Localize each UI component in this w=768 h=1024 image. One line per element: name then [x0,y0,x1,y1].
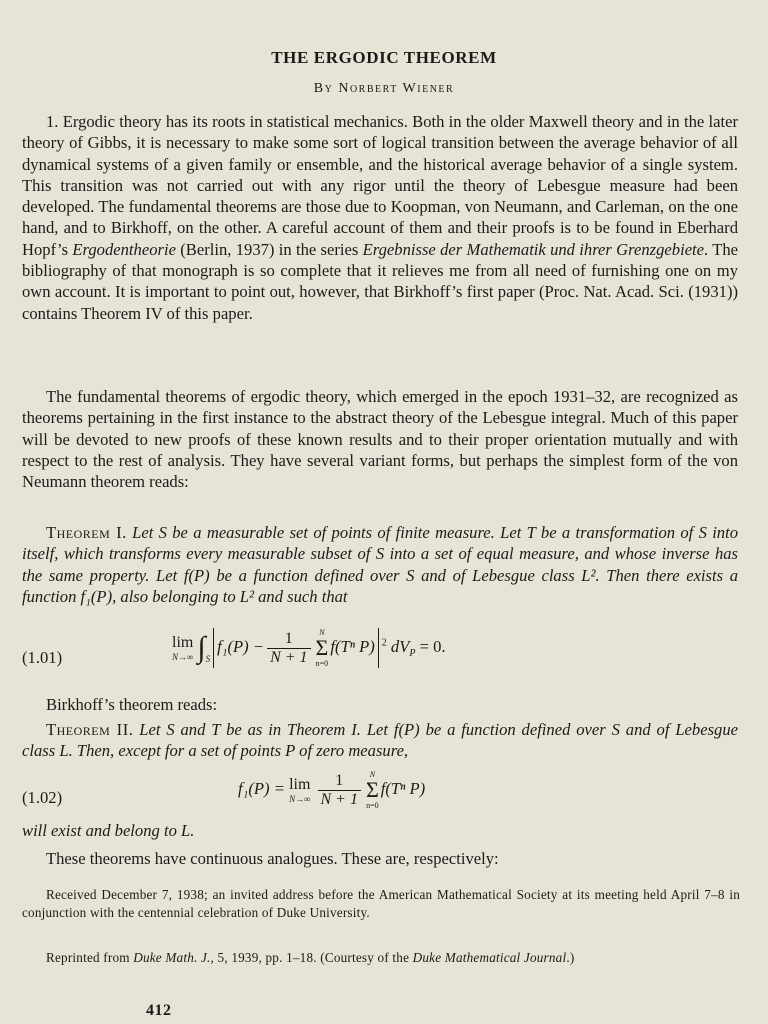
summation: N Σ n=0 [315,628,329,668]
birkhoff-intro: Birkhoff’s theorem reads: [46,695,218,714]
journal-name: Duke Math. J. [133,950,211,965]
paragraph-intro [22,111,738,324]
summation: N Σ n=0 [365,770,379,810]
continuous-analogues-line: These theorems have continuous analogues. These are, respectively: [46,849,499,868]
theorem-1-label: Theorem I. [46,523,127,542]
paragraph-intro-text-3: . The bibliography of that monograph is so complete that it relieves me from all need of furnishing one on my own account. It is important to point out, however, that Birkhoff’s first paper (Proc. Nat. Acad. Sci. (1931)) contains Theorem IV of this paper. [22,239,739,323]
theorem-1-statement: Let S be a measurable set of points of finite measure. Let T be a transformation of S into itself, which transforms every measurable subset of S into a set of equal measure, and whose inverse has the same property. Let f(P) be a function defined over S and of Lebesgue class L². Then there exists a function f₁(P), also belonging to L² and such that [22,523,739,606]
exponent: 2 [381,637,387,649]
equation-rhs: = 0. [419,636,446,656]
paragraph-intro-text-1: 1. Ergodic theory has its roots in statistical mechanics. Both in the older Maxwell theory and in the later theory of Gibbs, it is necessary to make some sort of logical transition between the average behavior of all dynamical systems of a given family or ensemble, and the historical average behavior of a single system. This transition was not carried out with any rigor until the theory of Lebesgue measure had been developed. The fundamental theorems are those due to Koopman, von Neumann, and Carleman, on the one hand, and to Birkhoff, on the other. A careful account of them and their proofs is to be found in Eberhard Hopf’s [22,112,738,259]
equation-1-02-body [238,770,425,810]
abs-bar-left [213,628,214,668]
page-number: 412 [146,1002,172,1019]
theorem-1 [22,522,738,607]
equation-1-01 [22,628,738,688]
theorem-2-statement: Let S and T be as in Theorem I. Let f(P) be a function defined over S and of Lebesgue class L. Then, except for a set of points P of zero measure, [22,720,738,761]
integral-domain: S [205,653,211,664]
footnote-received: Received December 7, 1938; an invited address before the American Mathematical Society at its meeting held April 7–8 in conjunction with the centennial celebration of Duke University. [22,887,740,920]
paragraph-fundamental-theorems: The fundamental theorems of ergodic theory, which emerged in the epoch 1931–32, are recognized as theorems pertaining in the first instance to the abstract theory of the Lebesgue integral. Much of this paper will be devoted to new proofs of these known results and to their proper orientation mutually and with respect to the rest of analysis. They have several variant forms, but perhaps the simplest form of the von Neumann theorem reads: [22,387,738,492]
measure-subscript: P [409,648,416,660]
author-byline: By Norbert Wiener [313,81,455,96]
journal-name-full: Duke Mathematical Journal [412,950,567,965]
footnote-reprint: Reprinted from Duke Math. J., 5, 1939, pp. 1–18. (Courtesy of the Duke Mathematical Journal.) [46,950,575,965]
f1-term: f₁(P) − [217,636,265,656]
series-title: Ergebnisse der Mathematik und ihrer Grenzgebiete [362,239,705,259]
measure-element: dV [390,636,410,656]
sum-term: f(Tⁿ P) [380,778,426,798]
equation-1-02-label: (1.02) [22,788,63,807]
integral-sign: ∫ [197,631,206,664]
theorem-2 [22,719,738,762]
paragraph-intro-text-2: (Berlin, 1937) in the series [175,239,363,259]
theorem-2-conclusion: will exist and belong to L. [22,821,195,840]
sum-term: f(Tⁿ P) [330,636,375,656]
equation-lhs: f₁(P) = [238,778,285,798]
limit-operator: lim N→∞ [289,776,311,804]
paper-title: THE ERGODIC THEOREM [271,48,497,67]
fraction: $\frac{1}{N + 1}$ [318,772,361,809]
book-title: Ergodentheorie [72,239,176,259]
equation-1-01-body [172,628,446,668]
equation-1-01-label: (1.01) [22,648,63,667]
limit-operator: lim N→∞ [172,634,194,662]
theorem-2-label: Theorem II. [46,720,134,739]
abs-bar-right [378,628,379,668]
fraction: $\frac{1}{N + 1}$ [267,630,310,667]
